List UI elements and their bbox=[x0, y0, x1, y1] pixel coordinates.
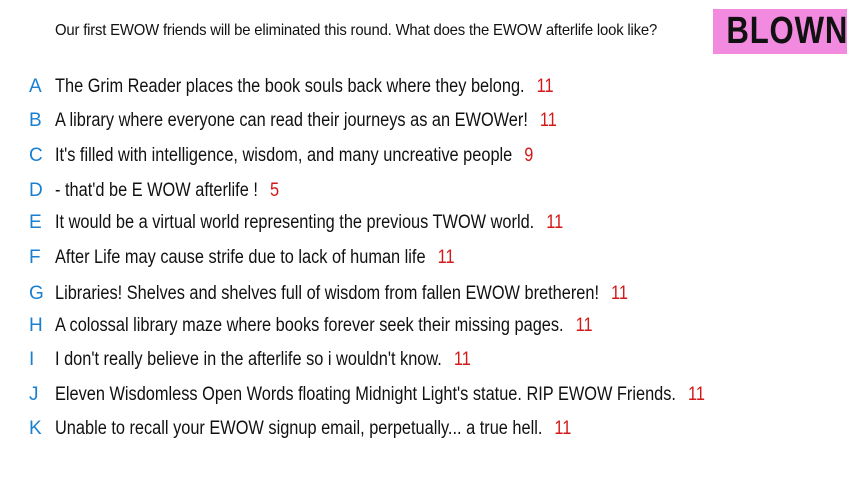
response-count: 11 bbox=[611, 283, 629, 304]
blown-badge bbox=[713, 9, 847, 54]
response-letter: J bbox=[29, 384, 39, 405]
badge-label: BLOWN bbox=[726, 10, 849, 52]
response-text: The Grim Reader places the book souls back where they belong. bbox=[55, 76, 525, 97]
response-content bbox=[55, 176, 279, 206]
response-text: A colossal library maze where books forever seek their missing pages. bbox=[55, 315, 564, 336]
response-count: 11 bbox=[575, 315, 593, 336]
response-letter: F bbox=[29, 247, 41, 268]
response-content bbox=[55, 141, 533, 171]
response-count: 5 bbox=[269, 180, 280, 201]
response-text: I don't really believe in the afterlife so i wouldn't know. bbox=[55, 349, 442, 370]
response-content bbox=[55, 380, 705, 410]
response-count: 11 bbox=[437, 247, 455, 268]
response-count: 11 bbox=[536, 76, 554, 97]
response-text: A library where everyone can read their journeys as an EWOWer! bbox=[55, 110, 528, 131]
response-letter: H bbox=[29, 315, 43, 336]
response-letter: A bbox=[29, 76, 42, 97]
response-content bbox=[55, 311, 593, 341]
response-content bbox=[55, 106, 557, 136]
response-count: 11 bbox=[688, 384, 705, 405]
response-text: Unable to recall your EWOW signup email, perpetually... a true hell. bbox=[55, 418, 543, 439]
prompt-text: Our first EWOW friends will be eliminated this round. What does the EWOW afterlife look like? bbox=[55, 22, 658, 39]
response-count: 11 bbox=[546, 212, 564, 233]
response-letter: C bbox=[29, 145, 43, 166]
response-letter: B bbox=[29, 110, 42, 131]
response-letter: D bbox=[29, 180, 43, 201]
response-count: 11 bbox=[453, 349, 471, 370]
response-content bbox=[55, 72, 554, 102]
response-text: - that'd be E WOW afterlife ! bbox=[55, 180, 258, 201]
response-letter: K bbox=[29, 418, 42, 439]
response-letter: I bbox=[29, 349, 35, 370]
response-count: 9 bbox=[524, 145, 534, 166]
response-content bbox=[55, 414, 571, 444]
response-content bbox=[55, 243, 455, 273]
response-letter: G bbox=[29, 283, 44, 304]
response-count: 11 bbox=[539, 110, 557, 131]
response-text: It's filled with intelligence, wisdom, and many uncreative people bbox=[55, 145, 513, 166]
response-content bbox=[55, 208, 563, 238]
response-count: 11 bbox=[554, 418, 572, 439]
response-letter: E bbox=[29, 212, 42, 233]
response-text: After Life may cause strife due to lack of human life bbox=[55, 247, 426, 268]
response-text: Libraries! Shelves and shelves full of wisdom from fallen EWOW bretheren! bbox=[55, 283, 599, 304]
response-content bbox=[55, 345, 471, 375]
response-text: Eleven Wisdomless Open Words floating Midnight Light's statue. RIP EWOW Friends. bbox=[55, 384, 676, 405]
response-text: It would be a virtual world representing the previous TWOW world. bbox=[55, 212, 535, 233]
response-content bbox=[55, 279, 628, 309]
